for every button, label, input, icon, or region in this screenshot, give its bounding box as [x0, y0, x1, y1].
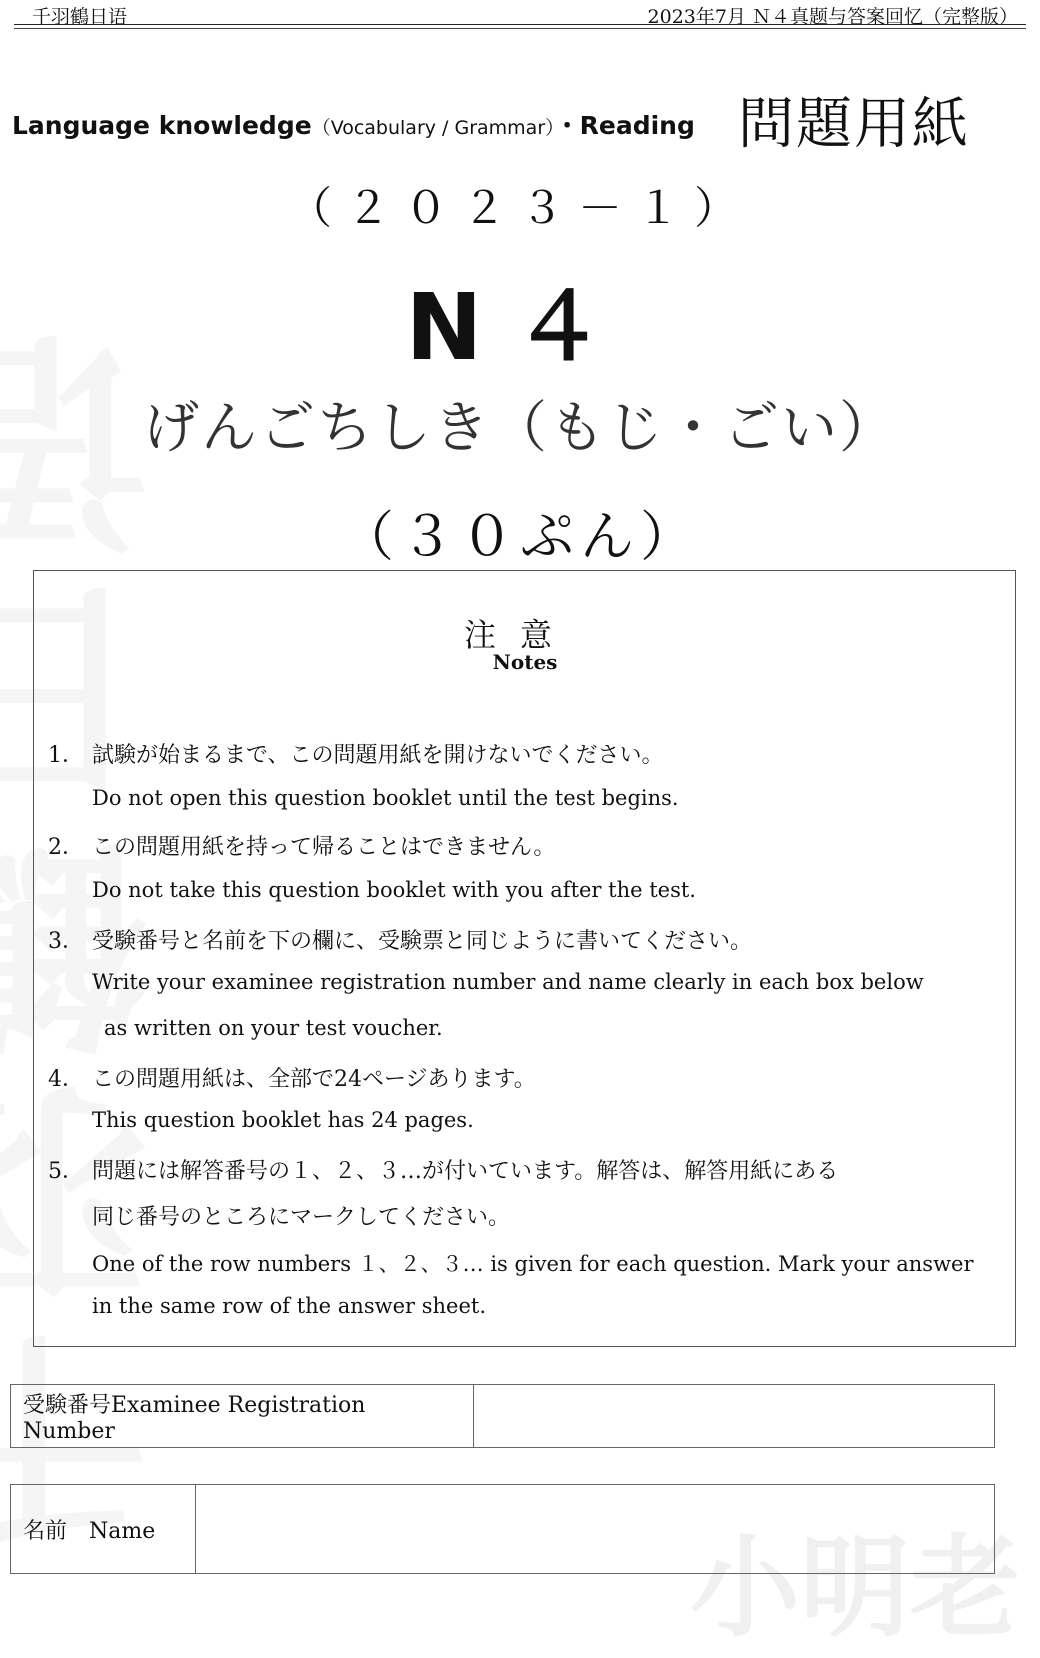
corner-watermark: 小明老: [690, 1524, 1020, 1652]
notes-subtitle: Notes: [492, 650, 558, 674]
header-doc-title: 2023年7月 Ｎ４真题与答案回忆（完整版）: [647, 6, 1018, 28]
note-item-4: [48, 1062, 536, 1093]
header-rule-2: [14, 28, 1026, 29]
lang-paren: （Vocabulary / Grammar）: [311, 117, 555, 139]
note-en: One of the row numbers １、２、３… is given for each question. Mark your answer: [92, 1252, 974, 1276]
section-title: [12, 106, 695, 142]
registration-number-field[interactable]: [474, 1385, 995, 1448]
header-rule: [14, 24, 1026, 25]
lang-reading: ・Reading: [554, 111, 695, 140]
note-jp: 問題には解答番号の１、２、３…が付いています。解答は、解答用紙にある: [92, 1159, 839, 1184]
exam-session: （２０２３－１）: [288, 183, 752, 234]
note-jp: この問題用紙は、全部で24ページあります。: [92, 1067, 536, 1092]
note-number: 1．: [48, 743, 84, 768]
note-en: as written on your test voucher.: [104, 1016, 443, 1040]
note-number: 4．: [48, 1067, 84, 1092]
note-jp: この問題用紙を持って帰ることはできません。: [92, 835, 556, 860]
registration-number-table: [10, 1384, 995, 1448]
note-item-2: [48, 830, 555, 861]
note-number: 2．: [48, 835, 84, 860]
note-en: This question booklet has 24 pages.: [92, 1108, 474, 1132]
subject-title: げんごちしき（もじ・ごい）: [143, 396, 897, 461]
question-booklet-label: 問題用紙: [738, 92, 970, 157]
exam-level: N４: [405, 274, 635, 381]
note-jp: 受験番号と名前を下の欄に、受験票と同じように書いてください。: [92, 929, 753, 954]
header-brand: 千羽鶴日语: [32, 6, 128, 28]
registration-number-label: 受験番号Examinee Registration Number: [11, 1385, 474, 1448]
name-table: [10, 1484, 995, 1574]
name-field[interactable]: [196, 1485, 995, 1574]
note-number: 5．: [48, 1159, 84, 1184]
note-number: 3．: [48, 929, 84, 954]
time-limit: （３０ぷん）: [340, 505, 700, 568]
note-item-5: [48, 1154, 838, 1185]
name-label: 名前 Name: [11, 1485, 196, 1574]
note-en: Do not open this question booklet until the test begins.: [92, 786, 679, 810]
note-jp-cont: 同じ番号のところにマークしてください。: [92, 1205, 511, 1230]
note-item-3: [48, 924, 752, 955]
lang-knowledge: Language knowledge: [12, 111, 312, 140]
note-jp: 試験が始まるまで、この問題用紙を開けないでください。: [92, 743, 664, 768]
note-en: Do not take this question booklet with you after the test.: [92, 878, 696, 902]
note-en: in the same row of the answer sheet.: [92, 1294, 486, 1318]
note-item-1: [48, 738, 664, 769]
note-en: Write your examinee registration number and name clearly in each box below: [92, 970, 924, 994]
notes-title: 注意: [463, 616, 576, 654]
